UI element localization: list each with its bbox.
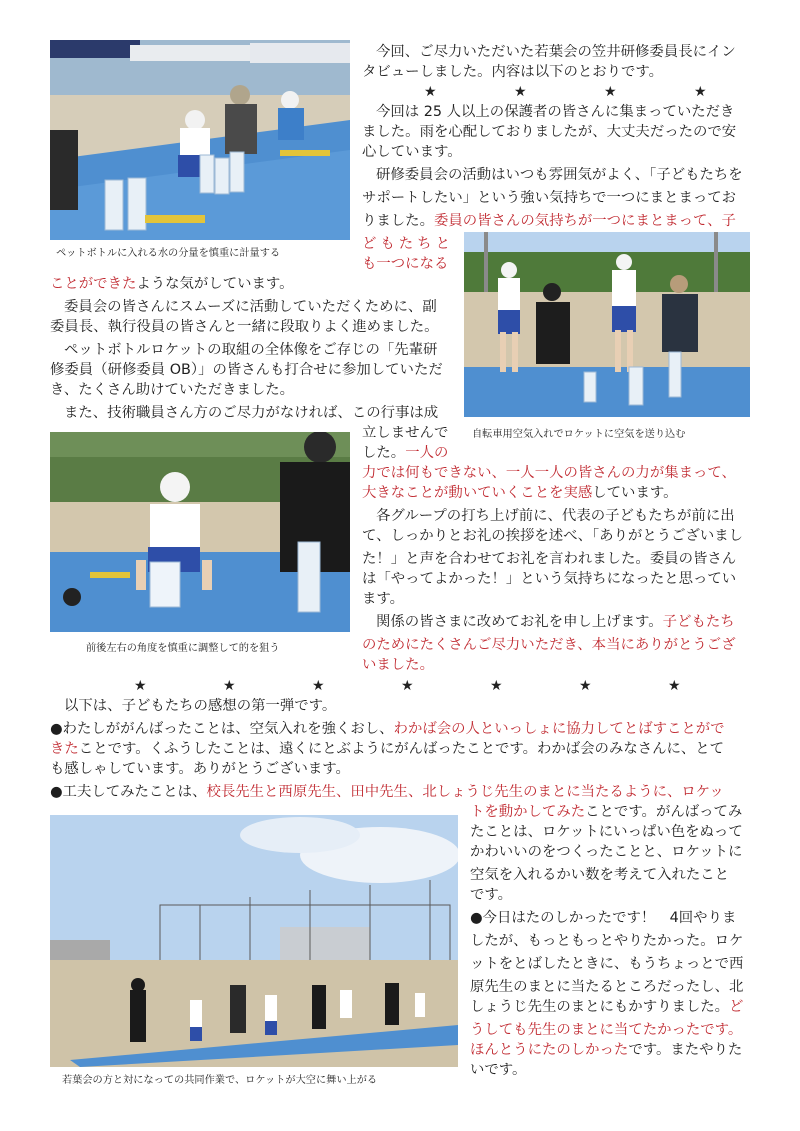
interview-line-6-red: 委員の皆さんの気持ちが一つにまとまって、子 (433, 213, 736, 229)
interview-line-5: サポートしたい」という強い気持ちで一つにまとまってお (362, 190, 737, 206)
star-icon: ★ (134, 678, 147, 694)
interview-line-20: 各グループの打ち上げ前に、代表の子どもたちが前に出 (376, 508, 735, 524)
child3-line-8: いです。 (470, 1062, 527, 1078)
child2-line-1-red: 校長先生と西原先生、田中先生、北しょうじ先生のまとに当たるように、ロケッ (206, 784, 724, 800)
child1-line-3: も感しゃしています。ありがとうございます。 (50, 761, 350, 777)
interview-line-2: ました。雨を心配しておりましたが、大丈夫だったので安 (362, 124, 737, 140)
child1-line-2-red: きた (50, 741, 79, 757)
interview-line-19 (362, 483, 677, 503)
child3-line-5-plain: しょうじ先生のまとにもかすりました。 (470, 999, 730, 1015)
interview-line-19-red: 大きなことが動いていくことを実感 (362, 485, 593, 501)
interview-line-17-plain: した。 (362, 445, 406, 461)
interview-line-12: ペットボトルロケットの取組の全体像をご存じの「先輩研 (64, 342, 438, 358)
photo-rocket-launch (50, 815, 458, 1067)
child2-line-1 (50, 782, 724, 802)
interview-line-21: て、しっかりとお礼の挨拶を述べ、「ありがとうございまし (362, 528, 744, 544)
child1-line-1-plain: ●わたしががんばったことは、空気入れを強くおし、 (50, 721, 394, 737)
interview-line-6 (362, 211, 736, 231)
child3-line-6: うしても先生のまとに当てたかったです。 (470, 1022, 743, 1038)
interview-line-25-plain: 関係の皆さまに改めてお礼を申し上げます。 (376, 614, 663, 630)
interview-line-22: た！」と声を合わせてお礼を言われました。委員の皆さん (362, 551, 737, 567)
child2-line-3: たことは、ロケットにいっぱい色をぬって (470, 824, 743, 840)
interview-line-23: は「やってよかった！」という気持ちになったと思ってい (362, 571, 737, 587)
interview-line-27: いました。 (362, 657, 434, 673)
intro-line-2: タビューしました。内容は以下のとおりです。 (362, 64, 664, 80)
interview-line-3: 心しています。 (362, 144, 462, 160)
photo-measuring-water (50, 40, 350, 240)
interview-line-17-red: 一人の (405, 445, 449, 461)
child3-line-5-red: ど (729, 999, 744, 1015)
child3-line-2: したが、もっともっとやりたかった。ロケ (470, 933, 744, 949)
interview-line-19-plain: しています。 (592, 485, 678, 501)
child2-line-2-red: トを動かしてみた (470, 804, 586, 820)
interview-line-7: どもたちと (362, 236, 454, 252)
child3-line-7 (470, 1040, 742, 1060)
child3-line-7-red: ほんとうにたのしかった (470, 1042, 629, 1058)
interview-line-10: 委員会の皆さんにスムーズに活動していただくために、副 (64, 299, 437, 315)
intro-line-1: 今回、ご尽力いただいた若葉会の笠井研修委員長にイン (376, 44, 736, 60)
interview-line-26: のためにたくさんご尽力いただき、本当にありがとうござ (362, 637, 736, 653)
star-icon: ★ (668, 678, 681, 694)
child1-line-2-plain: ことです。くふうしたことは、遠くにとぶようにがんばったことです。わかば会のみなさんに、とて (78, 741, 725, 757)
interview-line-25-red: 子どもたち (662, 614, 735, 630)
child3-line-3: ットをとばしたときに、もうちょっとで西 (470, 956, 744, 972)
interview-line-14: き、たくさん助けていただきました。 (50, 382, 295, 398)
caption-photo4: 若葉会の方と対になっての共同作業で、ロケットが大空に舞い上がる (62, 1075, 378, 1086)
caption-photo1: ペットボトルに入れる水の分量を慎重に計量する (56, 248, 281, 259)
children-intro: 以下は、子どもたちの感想の第一弾です。 (64, 698, 337, 714)
child3-line-1: ●今日はたのしかったです！ 4回やりま (470, 910, 737, 926)
child2-line-2-plain: ことです。がんばってみ (585, 804, 743, 820)
stars-divider-top (0, 82, 800, 102)
child1-line-2 (50, 739, 724, 759)
interview-line-9-red: ことができた (50, 276, 137, 292)
interview-line-17 (362, 443, 448, 463)
interview-line-9 (50, 274, 294, 294)
child3-line-7-plain: です。またやりた (628, 1042, 743, 1058)
child3-line-5 (470, 997, 743, 1017)
interview-line-11: 委員長、執行役員の皆さんと一緒に段取りよく進めました。 (50, 319, 439, 335)
interview-line-15: また、技術職員さん方のご尽力がなければ、この行事は成 (64, 405, 439, 421)
interview-line-6-plain: りました。 (362, 213, 434, 229)
star-icon: ★ (514, 84, 527, 100)
star-icon: ★ (401, 678, 414, 694)
stars-divider-mid (0, 676, 800, 696)
interview-line-16: 立しませんで (362, 425, 449, 441)
child1-line-1 (50, 719, 725, 739)
photo-bicycle-pump (464, 232, 750, 417)
star-icon: ★ (604, 84, 617, 100)
child2-line-6: です。 (470, 887, 513, 903)
interview-line-9-plain: ような気がしています。 (136, 276, 294, 292)
star-icon: ★ (424, 84, 437, 100)
interview-line-13: 修委員（研修委員 OB）」の皆さんも打合せに参加していただ (50, 362, 443, 378)
child3-line-4: 原先生のまとに当たるところだったし、北 (470, 979, 744, 995)
star-icon: ★ (579, 678, 592, 694)
star-icon: ★ (312, 678, 325, 694)
child2-line-1-plain: ●工夫してみたことは、 (50, 784, 207, 800)
star-icon: ★ (694, 84, 707, 100)
child2-line-4: かわいいのをつくったことと、ロケットに (470, 844, 743, 860)
interview-line-24: ます。 (362, 591, 405, 607)
interview-line-1: 今回は 25 人以上の保護者の皆さんに集まっていただき (376, 104, 735, 120)
star-icon: ★ (490, 678, 503, 694)
star-icon: ★ (223, 678, 236, 694)
child2-line-5: 空気を入れるかい数を考えて入れたこと (470, 867, 730, 883)
interview-line-4: 研修委員会の活動はいつも雰囲気がよく、「子どもたちを (376, 167, 743, 183)
caption-photo2: 自転車用空気入れでロケットに空気を送り込む (472, 429, 686, 440)
photo-adjusting-angle (50, 432, 350, 632)
caption-photo3: 前後左右の角度を慎重に調整して的を狙う (86, 643, 280, 654)
interview-line-25 (376, 612, 735, 632)
interview-line-8: も一つになる (362, 256, 449, 272)
child1-line-1-red: わかば会の人といっしょに協力してとばすことがで (393, 721, 725, 737)
interview-line-18: 力では何もできない、一人一人の皆さんの力が集まって、 (362, 465, 736, 481)
child2-line-2 (470, 802, 742, 822)
